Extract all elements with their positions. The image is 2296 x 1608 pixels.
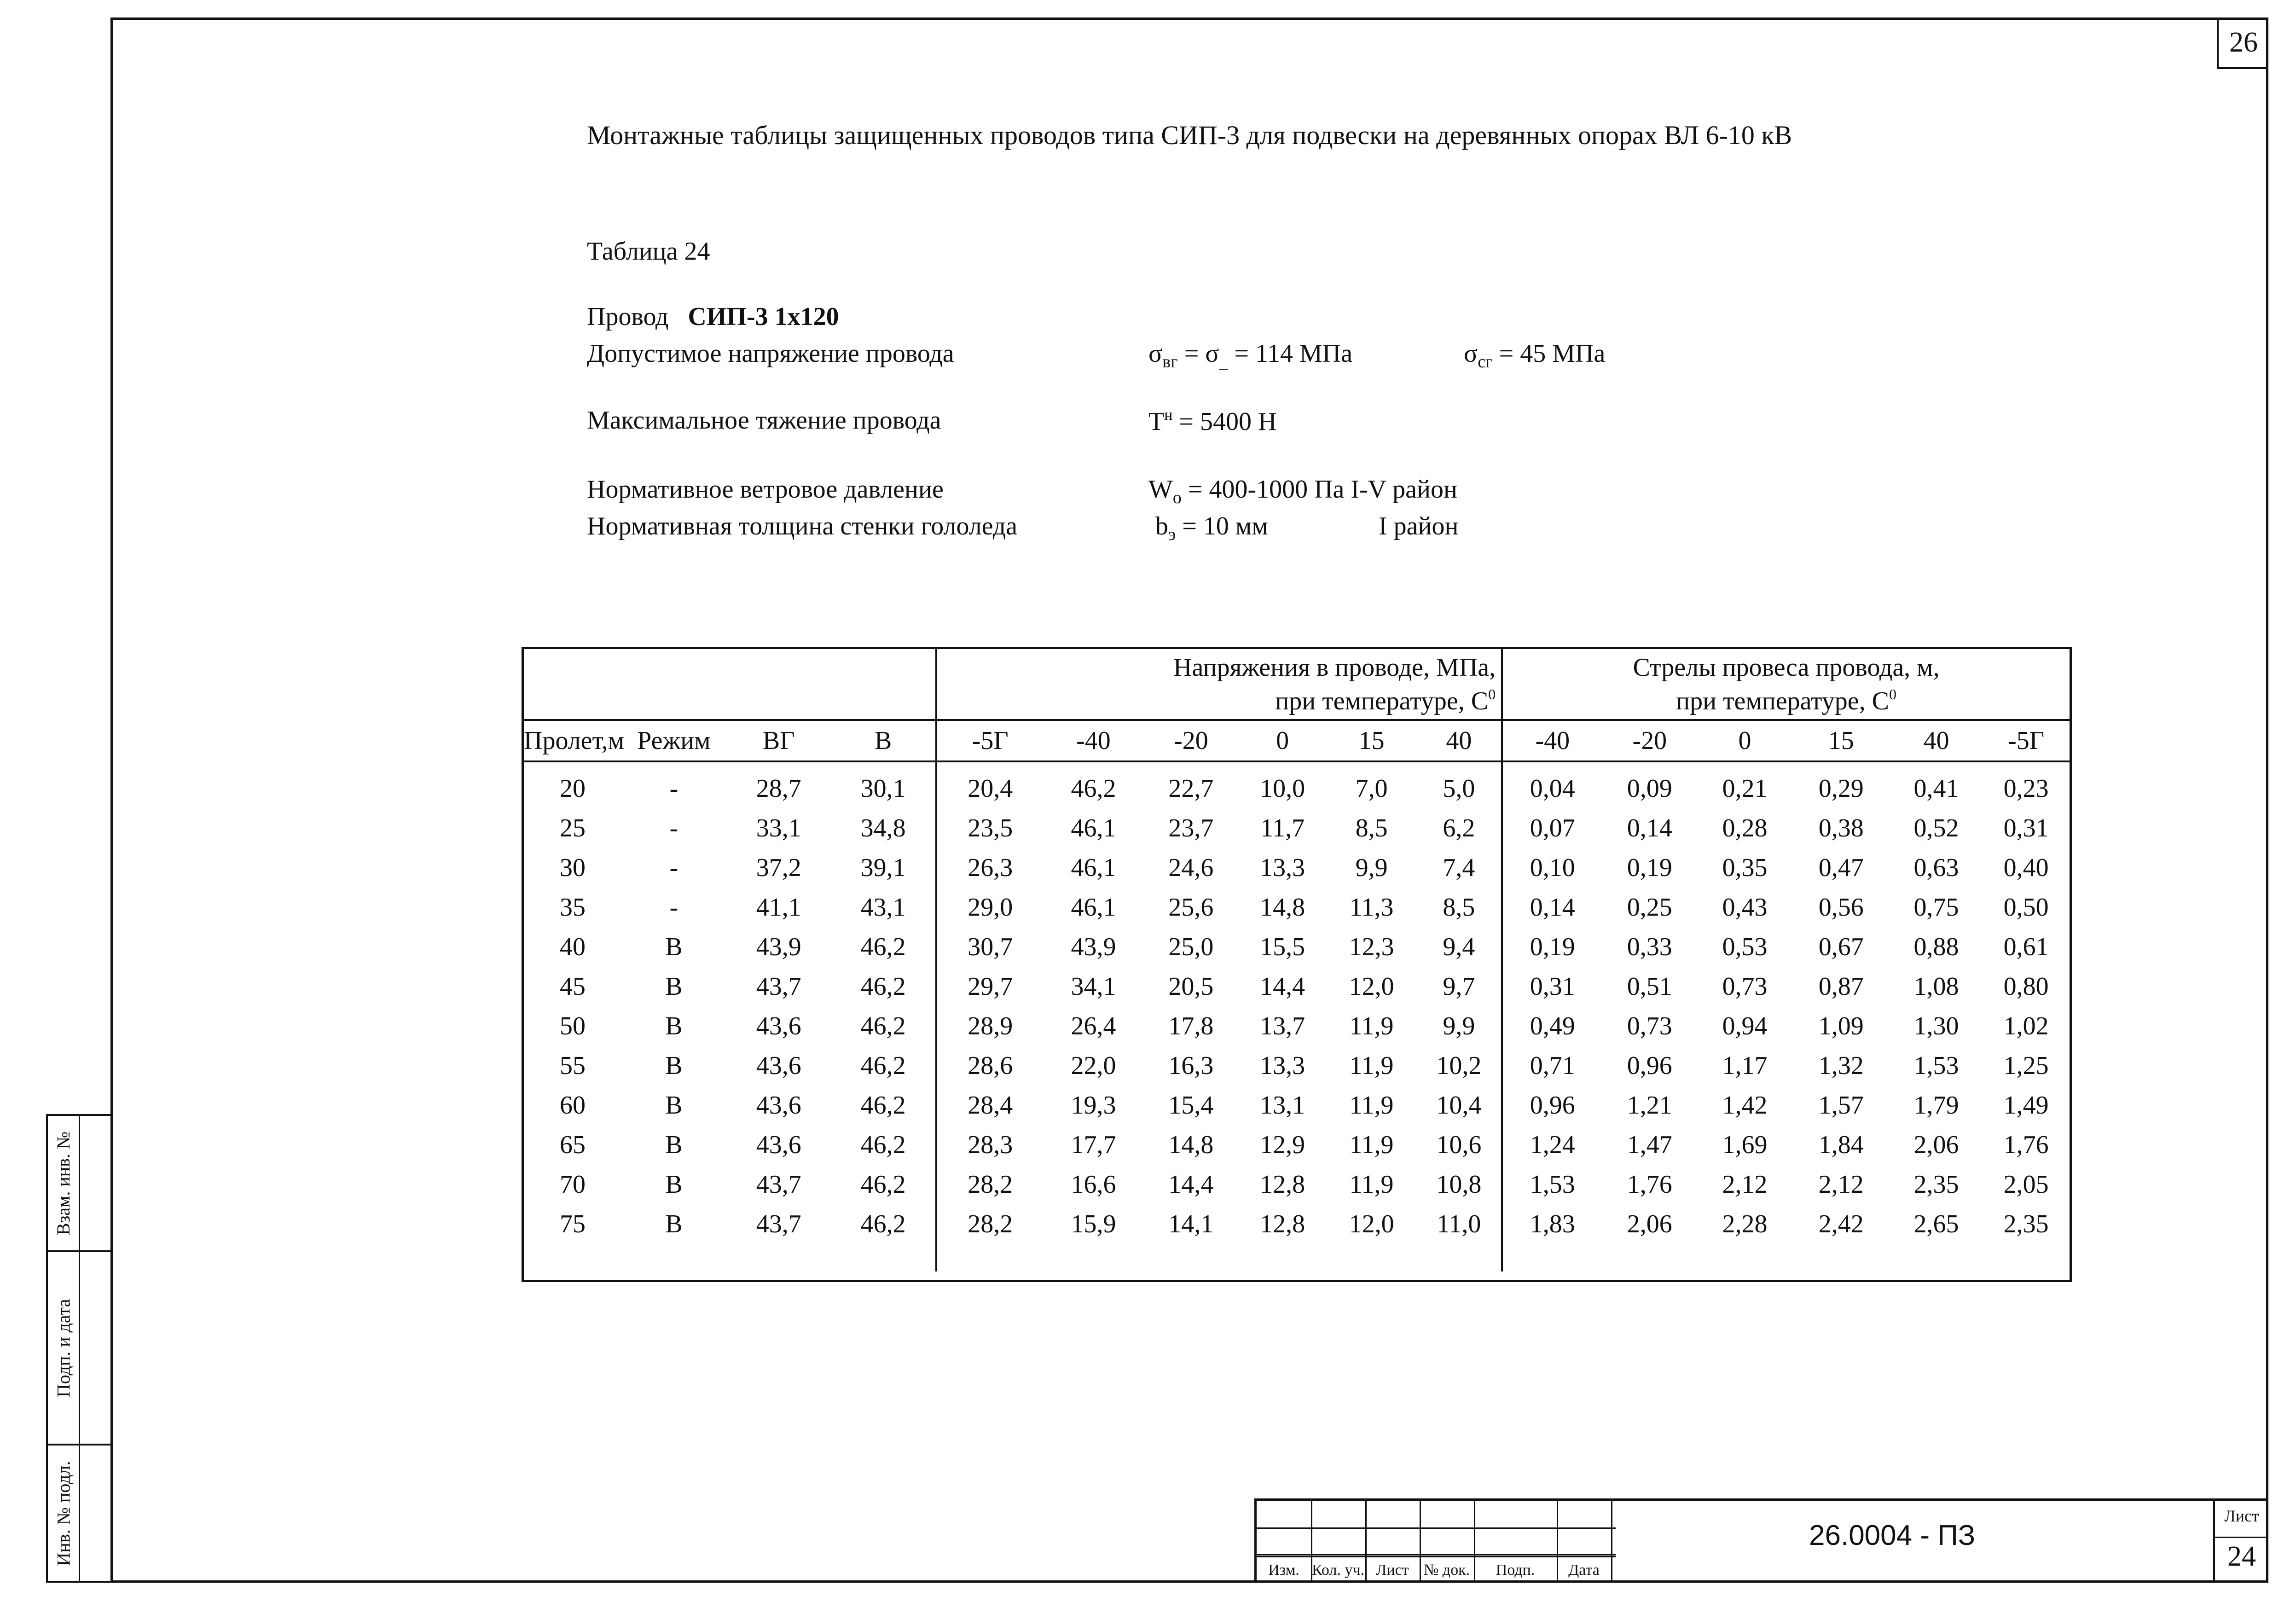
table-cell: 46,1 — [1071, 814, 1116, 842]
table-cell: 0,96 — [1530, 1091, 1575, 1120]
table-cell: 0,51 — [1627, 972, 1672, 1001]
title-block — [1254, 1498, 2268, 1583]
wind-value: = 400-1000 Па I-V район — [1181, 475, 1457, 504]
group-sag-line2: при температуре, $С^0$ — [1676, 685, 1896, 715]
table-cell: 43,6 — [756, 1051, 801, 1080]
stress-value: = 114 МПа — [1228, 339, 1353, 368]
table-cell: В — [665, 1091, 683, 1120]
stress-label: Допустимое напряжение провода — [587, 339, 954, 368]
table-cell: 46,2 — [1071, 774, 1116, 803]
table-cell: 22,0 — [1071, 1051, 1116, 1080]
table-cell: 25,6 — [1168, 893, 1214, 922]
table-cell: 28,2 — [968, 1210, 1013, 1238]
table-cell: 46,2 — [831, 1046, 936, 1086]
table-cell: 0,80 — [2003, 972, 2049, 1001]
table-cell: 0,31 — [2003, 814, 2049, 842]
table-cell: 0,61 — [2003, 933, 2049, 961]
stress-eq: = σ — [1177, 339, 1219, 368]
table-cell: 8,5 — [1355, 814, 1388, 842]
column-header: -5Г — [936, 720, 1044, 761]
table-cell: 8,5 — [1417, 888, 1502, 927]
table-cell: 26,4 — [1071, 1012, 1116, 1040]
table-cell: В — [665, 933, 683, 961]
table-cell: 0,33 — [1627, 933, 1672, 961]
table-cell: 0,71 — [1530, 1051, 1575, 1080]
table-cell: 46,1 — [1071, 893, 1116, 922]
table-cell: 0,56 — [1818, 893, 1864, 922]
column-header: 15 — [1792, 720, 1890, 761]
tension-value: = 5400 Н — [1172, 407, 1277, 436]
table-cell: 0,53 — [1722, 933, 1768, 961]
table-cell: 0,21 — [1722, 774, 1768, 803]
table-cell: 46,2 — [831, 1204, 936, 1244]
document-code: 26.0004 - ПЗ — [1809, 1520, 1976, 1551]
table-cell: 1,79 — [1913, 1091, 1959, 1120]
table-cell: 11,9 — [1349, 1131, 1394, 1159]
table-cell: 39,1 — [831, 848, 936, 888]
table-cell: 46,2 — [831, 927, 936, 967]
table-cell: 28,4 — [968, 1091, 1013, 1120]
tb-label-izm: Изм. — [1268, 1562, 1299, 1579]
table-cell: 13,7 — [1260, 1012, 1305, 1040]
table-cell: 20,4 — [968, 774, 1013, 803]
strip-podp-label: Подп. и дата — [53, 1299, 74, 1397]
strip-inv-label: Инв. № подл. — [53, 1461, 74, 1566]
table-row — [524, 1125, 2070, 1165]
table-cell: 46,2 — [831, 1125, 936, 1165]
table-cell: 1,30 — [1913, 1012, 1959, 1040]
table-row — [524, 1165, 2070, 1204]
table-cell: 70 — [559, 1170, 586, 1199]
table-cell: 7,0 — [1355, 774, 1388, 803]
table-cell: 17,8 — [1168, 1012, 1214, 1040]
table-cell: 23,7 — [1168, 814, 1214, 842]
table-cell: 2,28 — [1722, 1210, 1768, 1238]
table-cell: 12,9 — [1260, 1131, 1305, 1159]
table-cell: 0,28 — [1722, 814, 1768, 842]
table-cell: 2,05 — [2003, 1170, 2049, 1199]
table-cell: 0,25 — [1627, 893, 1672, 922]
table-cell: 14,8 — [1168, 1131, 1214, 1159]
left-stamp-strip — [46, 1114, 110, 1583]
table-cell: 46,2 — [831, 1165, 936, 1204]
table-row — [524, 1006, 2070, 1046]
table-cell: 11,0 — [1417, 1204, 1502, 1244]
table-cell: В — [665, 1051, 683, 1080]
table-cell: 14,1 — [1168, 1210, 1214, 1238]
table-cell: 2,12 — [1818, 1170, 1864, 1199]
stress-values — [1148, 341, 1352, 371]
table-cell: 5,0 — [1417, 761, 1502, 808]
tb-label-doc: № док. — [1423, 1562, 1470, 1579]
table-cell: 20,5 — [1168, 972, 1214, 1001]
table-cell: 0,31 — [1530, 972, 1575, 1001]
table-cell: 45 — [559, 972, 586, 1001]
table-row — [524, 848, 2070, 888]
table-cell: 1,53 — [1530, 1170, 1575, 1199]
table-cell: 0,09 — [1627, 774, 1672, 803]
table-cell: 0,41 — [1913, 774, 1959, 803]
column-header: 40 — [1417, 720, 1502, 761]
table-cell: 30,1 — [831, 761, 936, 808]
table-cell: 0,14 — [1627, 814, 1672, 842]
wind-values — [1148, 476, 1457, 506]
mounting-table-grid — [524, 649, 2070, 1271]
stress-values-sg — [1464, 341, 1605, 371]
table-cell: 65 — [559, 1131, 586, 1159]
column-header: -40 — [1502, 720, 1602, 761]
table-cell: 33,1 — [756, 814, 801, 842]
ice-values — [1155, 513, 1268, 543]
table-cell: 2,65 — [1913, 1210, 1959, 1238]
list-label: Лист — [2224, 1507, 2259, 1525]
table-cell: 0,50 — [2003, 893, 2049, 922]
table-cell: 0,73 — [1722, 972, 1768, 1001]
table-cell: 43,7 — [756, 972, 801, 1001]
tb-label-podp: Подп. — [1496, 1562, 1535, 1579]
table-cell: 16,3 — [1168, 1051, 1214, 1080]
table-cell: 0,38 — [1818, 814, 1864, 842]
table-cell: 28,6 — [968, 1051, 1013, 1080]
table-cell: 11,9 — [1349, 1012, 1394, 1040]
table-cell: 46,2 — [831, 967, 936, 1006]
table-cell: 13,3 — [1260, 1051, 1305, 1080]
sigma-minus-sub: _ — [1219, 352, 1228, 372]
table-cell: 16,6 — [1071, 1170, 1116, 1199]
sigma-sg: σ — [1464, 339, 1478, 368]
table-cell: 1,21 — [1627, 1091, 1672, 1120]
table-cell: 2,35 — [1913, 1170, 1959, 1199]
table-cell: 0,87 — [1818, 972, 1864, 1001]
strip-vzam-label: Взам. инв. № — [53, 1131, 74, 1235]
mounting-table — [522, 647, 2072, 1282]
table-row — [524, 1086, 2070, 1125]
stress-value2: = 45 МПа — [1492, 339, 1606, 368]
column-header: -5Г — [1983, 720, 2070, 761]
table-cell: 0,63 — [1913, 853, 1959, 882]
sigma-vg: σ — [1148, 339, 1163, 368]
table-cell: 11,3 — [1349, 893, 1394, 922]
table-row — [524, 888, 2070, 927]
column-header: 40 — [1890, 720, 1983, 761]
table-cell: 12,3 — [1349, 933, 1394, 961]
table-cell: 0,52 — [1913, 814, 1959, 842]
sheet-number-top-text: 26 — [2229, 26, 2258, 58]
strip-vzam — [46, 1114, 110, 1252]
ice-region: I район — [1379, 512, 1459, 540]
column-header: ВГ — [726, 720, 831, 761]
table-cell: 25 — [559, 814, 586, 842]
table-cell: 9,9 — [1355, 853, 1388, 882]
table-cell: 14,4 — [1260, 972, 1305, 1001]
table-cell: 0,73 — [1627, 1012, 1672, 1040]
table-cell: 0,94 — [1722, 1012, 1768, 1040]
table-cell: 7,4 — [1417, 848, 1502, 888]
table-cell: - — [669, 774, 678, 803]
table-cell: 2,06 — [1627, 1210, 1672, 1238]
column-header: 15 — [1327, 720, 1417, 761]
page-heading: Монтажные таблицы защищенных проводов типа СИП-3 для подвески на деревянных опорах ВЛ 6-10 кВ — [587, 120, 1792, 150]
table-cell: 29,7 — [968, 972, 1013, 1001]
table-cell: 6,2 — [1417, 808, 1502, 848]
table-cell: 1,83 — [1530, 1210, 1575, 1238]
table-cell: 15,5 — [1260, 933, 1305, 961]
wire-label: Провод — [587, 302, 669, 331]
table-cell: 0,88 — [1913, 933, 1959, 961]
table-cell: 11,7 — [1260, 814, 1305, 842]
table-row — [524, 1204, 2070, 1244]
title-block-grid — [1257, 1501, 1616, 1583]
table-cell: 11,9 — [1349, 1051, 1394, 1080]
table-cell: 1,76 — [1627, 1170, 1672, 1199]
table-cell: 0,23 — [2003, 774, 2049, 803]
table-cell: 28,2 — [968, 1170, 1013, 1199]
table-cell: 28,7 — [756, 774, 801, 803]
group-header-stress — [936, 649, 1502, 720]
table-cell: 1,69 — [1722, 1131, 1768, 1159]
table-cell: 10,6 — [1417, 1125, 1502, 1165]
wind-sub: о — [1172, 488, 1182, 507]
table-cell: 1,49 — [2003, 1091, 2049, 1120]
column-header: 0 — [1239, 720, 1327, 761]
table-cell: 28,9 — [968, 1012, 1013, 1040]
sigma-vg-sub: вг — [1162, 352, 1178, 372]
table-cell: 55 — [559, 1051, 586, 1080]
table-cell: 2,12 — [1722, 1170, 1768, 1199]
ice-label: Нормативная толщина стенки гололеда — [587, 512, 1018, 540]
wind-label: Нормативное ветровое давление — [587, 475, 944, 504]
table-cell: 12,8 — [1260, 1210, 1305, 1238]
tension-T: Т — [1148, 407, 1165, 436]
table-cell: 43,6 — [756, 1012, 801, 1040]
table-cell: 0,47 — [1818, 853, 1864, 882]
table-cell: 26,3 — [968, 853, 1013, 882]
table-cell: 1,53 — [1913, 1051, 1959, 1080]
table-row — [524, 808, 2070, 848]
column-header-row — [524, 720, 2070, 761]
table-cell: 46,2 — [831, 1006, 936, 1046]
table-cell: 50 — [559, 1012, 586, 1040]
table-row — [524, 967, 2070, 1006]
table-cell: 1,24 — [1530, 1131, 1575, 1159]
ice-value: = 10 мм — [1176, 512, 1268, 540]
table-cell: 20 — [559, 774, 586, 803]
tb-label-list: Лист — [1376, 1562, 1409, 1579]
group-stress-line1: Напряжения в проводе, МПа, — [1173, 653, 1496, 682]
table-cell: 10,8 — [1417, 1165, 1502, 1204]
table-cell: 0,96 — [1627, 1051, 1672, 1080]
table-label: Таблица 24 — [587, 237, 710, 266]
table-cell: 0,40 — [2003, 853, 2049, 882]
table-cell: 0,10 — [1530, 853, 1575, 882]
table-cell: 1,76 — [2003, 1131, 2049, 1159]
table-cell: 0,19 — [1530, 933, 1575, 961]
strip-inv — [46, 1444, 110, 1583]
table-cell: 0,43 — [1722, 893, 1768, 922]
table-cell: 43,6 — [756, 1091, 801, 1120]
table-cell: 13,3 — [1260, 853, 1305, 882]
table-cell: - — [669, 853, 678, 882]
table-cell: 2,06 — [1913, 1131, 1959, 1159]
table-cell: 46,2 — [831, 1086, 936, 1125]
column-header: Пролет,м — [524, 720, 621, 761]
table-cell: В — [665, 1012, 683, 1040]
ice-b: b — [1155, 512, 1168, 540]
column-header: В — [831, 720, 936, 761]
table-cell: 19,3 — [1071, 1091, 1116, 1120]
tension-sup: н — [1164, 406, 1173, 424]
column-header: -20 — [1602, 720, 1697, 761]
column-header: Режим — [621, 720, 726, 761]
table-cell: 10,4 — [1417, 1086, 1502, 1125]
table-cell: 1,47 — [1627, 1131, 1672, 1159]
table-cell: 11,9 — [1349, 1170, 1394, 1199]
table-cell: 2,35 — [2003, 1210, 2049, 1238]
tb-label-kol: Кол. уч. — [1311, 1562, 1365, 1579]
sigma-sg-sub: сг — [1478, 352, 1493, 372]
table-cell: 43,6 — [756, 1131, 801, 1159]
table-cell: 11,9 — [1349, 1091, 1394, 1120]
table-cell: 9,9 — [1417, 1006, 1502, 1046]
table-cell: 40 — [559, 933, 586, 961]
table-cell: 9,4 — [1417, 927, 1502, 967]
table-cell: 24,6 — [1168, 853, 1214, 882]
table-cell: 1,42 — [1722, 1091, 1768, 1120]
group-header-sag — [1502, 649, 2070, 720]
table-cell: 75 — [559, 1210, 586, 1238]
table-cell: 60 — [559, 1091, 586, 1120]
wire-line — [587, 304, 839, 330]
list-number: 24 — [2227, 1541, 2256, 1572]
table-cell: 1,09 — [1818, 1012, 1864, 1040]
column-header: -20 — [1143, 720, 1239, 761]
table-row — [524, 1046, 2070, 1086]
table-cell: 46,1 — [1071, 853, 1116, 882]
table-cell: 0,29 — [1818, 774, 1864, 803]
table-cell: 23,5 — [968, 814, 1013, 842]
table-cell: 0,14 — [1530, 893, 1575, 922]
table-cell: 1,84 — [1818, 1131, 1864, 1159]
table-cell: 0,49 — [1530, 1012, 1575, 1040]
tension-values — [1148, 407, 1276, 435]
table-cell: 29,0 — [968, 893, 1013, 922]
table-cell: 41,1 — [756, 893, 801, 922]
table-cell: В — [665, 1170, 683, 1199]
table-cell: 43,7 — [756, 1170, 801, 1199]
table-cell: 1,08 — [1913, 972, 1959, 1001]
table-cell: 22,7 — [1168, 774, 1214, 803]
table-cell: 43,9 — [756, 933, 801, 961]
table-cell: 35 — [559, 893, 586, 922]
table-cell: 30,7 — [968, 933, 1013, 961]
table-cell: 34,8 — [831, 808, 936, 848]
table-cell: 9,7 — [1417, 967, 1502, 1006]
table-row — [524, 761, 2070, 808]
table-cell: 43,9 — [1071, 933, 1116, 961]
table-cell: 15,4 — [1168, 1091, 1214, 1120]
tension-label: Максимальное тяжение провода — [587, 406, 941, 435]
table-cell: 0,75 — [1913, 893, 1959, 922]
sheet-number-top — [2217, 17, 2268, 69]
table-cell: 0,67 — [1818, 933, 1864, 961]
table-cell: В — [665, 972, 683, 1001]
table-cell: 30 — [559, 853, 586, 882]
table-cell: 14,4 — [1168, 1170, 1214, 1199]
table-cell: 10,0 — [1260, 774, 1305, 803]
wire-value: СИП-3 1х120 — [688, 302, 839, 331]
table-cell: 1,57 — [1818, 1091, 1864, 1120]
table-cell: 12,0 — [1349, 972, 1394, 1001]
table-cell: В — [665, 1210, 683, 1238]
table-cell: В — [665, 1131, 683, 1159]
table-cell: 1,25 — [2003, 1051, 2049, 1080]
table-cell: 25,0 — [1168, 933, 1214, 961]
group-stress-line2: при температуре, $С^0$ — [1275, 685, 1496, 715]
table-cell: - — [669, 814, 678, 842]
table-cell: 1,17 — [1722, 1051, 1768, 1080]
wind-W: W — [1148, 475, 1173, 504]
table-cell: 15,9 — [1071, 1210, 1116, 1238]
table-cell: 10,2 — [1417, 1046, 1502, 1086]
list-box — [2213, 1501, 2268, 1583]
table-cell: 12,8 — [1260, 1170, 1305, 1199]
table-cell: 2,42 — [1818, 1210, 1864, 1238]
table-cell: 43,7 — [756, 1210, 801, 1238]
table-cell: - — [669, 893, 678, 922]
table-cell: 12,0 — [1349, 1210, 1394, 1238]
table-cell: 43,1 — [831, 888, 936, 927]
table-cell: 34,1 — [1071, 972, 1116, 1001]
ice-sub: э — [1168, 525, 1176, 544]
table-cell: 0,07 — [1530, 814, 1575, 842]
table-cell: 17,7 — [1071, 1131, 1116, 1159]
strip-podp — [46, 1250, 110, 1445]
tb-label-date: Дата — [1568, 1562, 1600, 1579]
table-cell: 1,32 — [1818, 1051, 1864, 1080]
table-cell: 14,8 — [1260, 893, 1305, 922]
column-header: 0 — [1697, 720, 1792, 761]
column-header: -40 — [1044, 720, 1143, 761]
table-cell: 13,1 — [1260, 1091, 1305, 1120]
table-cell: 0,04 — [1530, 774, 1575, 803]
table-cell: 0,19 — [1627, 853, 1672, 882]
table-row — [524, 927, 2070, 967]
table-cell: 0,35 — [1722, 853, 1768, 882]
table-cell: 37,2 — [756, 853, 801, 882]
table-cell: 1,02 — [2003, 1012, 2049, 1040]
table-cell: 28,3 — [968, 1131, 1013, 1159]
group-sag-line1: Стрелы провеса провода, м, — [1633, 653, 1940, 682]
